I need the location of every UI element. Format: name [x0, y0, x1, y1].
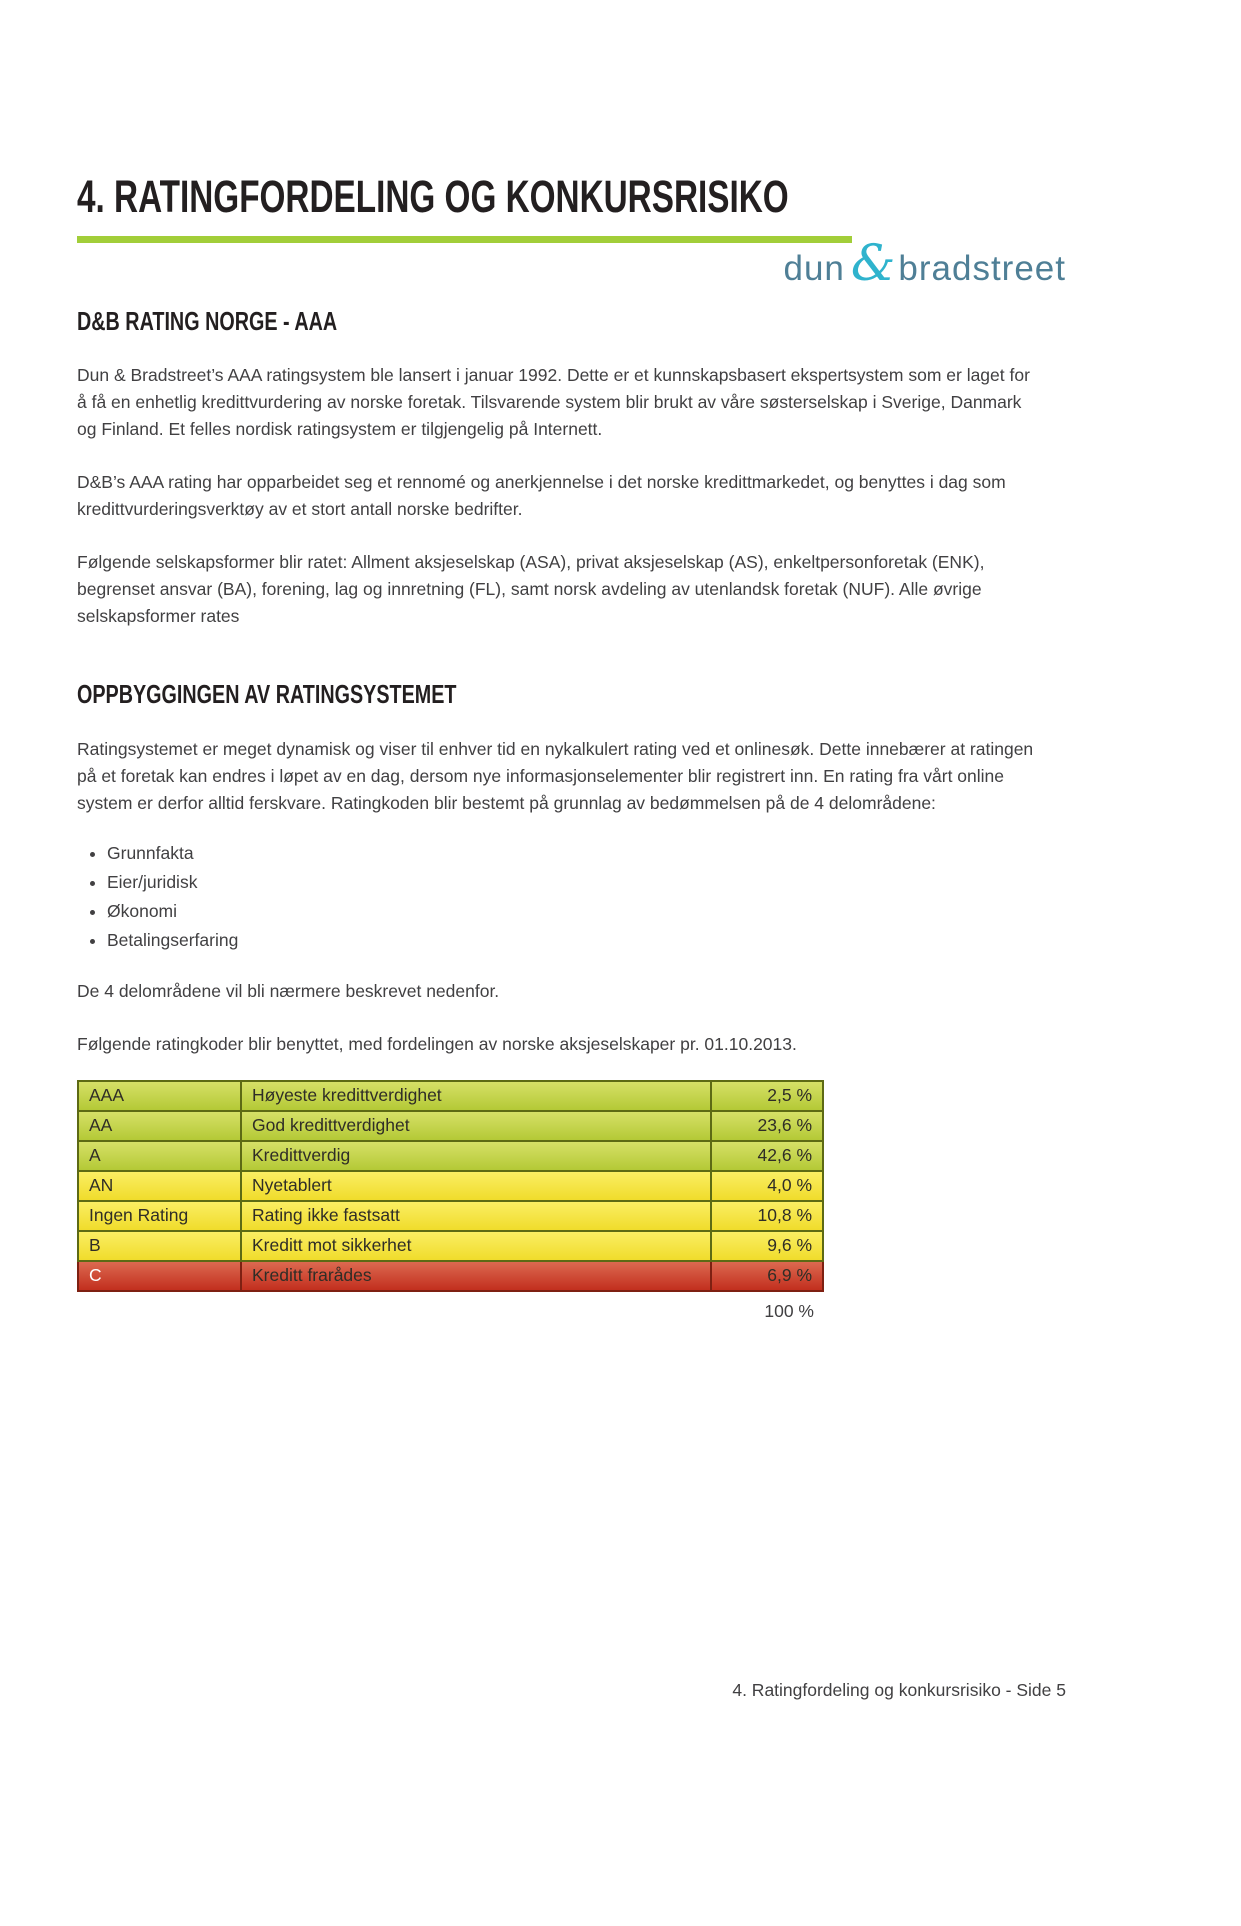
rating-cell-code: C [78, 1261, 241, 1291]
rating-cell-pct: 10,8 % [711, 1201, 823, 1231]
page-title: 4. RATINGFORDELING OG KONKURSRISIKO [77, 171, 789, 222]
subarea-item: • Grunnfakta [107, 841, 1066, 865]
rating-cell-code: A [78, 1141, 241, 1171]
subarea-item: • Eier/juridisk [107, 870, 1066, 894]
rating-cell-pct: 23,6 % [711, 1111, 823, 1141]
rating-cell-pct: 9,6 % [711, 1231, 823, 1261]
rating-row [78, 1141, 823, 1171]
subarea-item: • Betalingserfaring [107, 928, 1066, 952]
rating-cell-desc: God kredittverdighet [241, 1111, 711, 1141]
document-page [0, 172, 1241, 1926]
title-underline [77, 236, 852, 243]
rating-row [78, 1261, 823, 1291]
rating-cell-code: AN [78, 1171, 241, 1201]
subarea-item: • Økonomi [107, 899, 1066, 923]
section-heading-rating-norge: D&B RATING NORGE - AAA [77, 305, 338, 336]
rating-cell-pct: 42,6 % [711, 1141, 823, 1171]
paragraph: Følgende selskapsformer blir ratet: Allment aksjeselskap (ASA), privat aksjeselskap (AS), enkeltpersonforetak (ENK), begrenset ansvar (BA), forening, lag og innretning (FL), samt norsk avdeling av utenlandsk foretak (NUF). Alle øvrige selskapsformer rates [77, 552, 985, 627]
page-content [0, 172, 1241, 1322]
rating-row [78, 1111, 823, 1141]
rating-cell-desc: Kreditt frarådes [241, 1261, 711, 1291]
rating-table-total: 100 % [764, 1301, 814, 1322]
logo-ampersand-icon: & [850, 234, 896, 292]
rating-row [78, 1081, 823, 1111]
rating-distribution-table [77, 1080, 824, 1292]
rating-cell-desc: Høyeste kredittverdighet [241, 1081, 711, 1111]
rating-cell-code: B [78, 1231, 241, 1261]
logo-word-dun: dun [783, 249, 845, 288]
rating-cell-pct: 4,0 % [711, 1171, 823, 1201]
rating-table-body [78, 1081, 823, 1291]
section-heading-oppbygging: OPPBYGGINGEN AV RATINGSYSTEMET [77, 679, 457, 710]
paragraph: Dun & Bradstreet’s AAA ratingsystem ble lansert i januar 1992. Dette er et kunnskapsbasert ekspertsystem som er laget for å få en enhetlig kredittvurdering av norske foretak. Tilsvarende system blir brukt av våre søsterselskap i Sverige, Danmark og Finland. Et felles nordisk ratingsystem er tilgjengelig på Internett. [77, 365, 1030, 440]
rating-cell-desc: Rating ikke fastsatt [241, 1201, 711, 1231]
rating-row [78, 1231, 823, 1261]
rating-cell-pct: 6,9 % [711, 1261, 823, 1291]
subarea-list [107, 841, 1066, 952]
paragraph: Følgende ratingkoder blir benyttet, med fordelingen av norske aksjeselskaper pr. 01.10.2013. [77, 1034, 797, 1055]
rating-row [78, 1201, 823, 1231]
paragraph: Ratingsystemet er meget dynamisk og viser til enhver tid en nykalkulert rating ved et onlinesøk. Dette innebærer at ratingen på et foretak kan endres i løpet av en dag, dersom nye informasjonselementer blir registrert inn. En rating fra vårt online system er derfor alltid ferskvare. Ratingkoden blir bestemt på grunnlag av bedømmelsen på de 4 delområdene: [77, 739, 1034, 814]
rating-cell-code: AAA [78, 1081, 241, 1111]
rating-cell-code: Ingen Rating [78, 1201, 241, 1231]
rating-cell-code: AA [78, 1111, 241, 1141]
paragraph: De 4 delområdene vil bli nærmere beskrevet nedenfor. [77, 981, 500, 1002]
rating-cell-pct: 2,5 % [711, 1081, 823, 1111]
paragraph: D&B’s AAA rating har opparbeidet seg et rennomé og anerkjennelse i det norske kredittmarkedet, og benyttes i dag som kredittvurderingsverktøy av et stort antall norske bedrifter. [77, 472, 1006, 520]
dun-bradstreet-logo [783, 234, 1066, 292]
rating-row [78, 1171, 823, 1201]
logo-word-bradstreet: bradstreet [898, 249, 1066, 288]
page-footer: 4. Ratingfordeling og konkursrisiko - Side 5 [732, 1680, 1066, 1700]
rating-cell-desc: Kredittverdig [241, 1141, 711, 1171]
rating-cell-desc: Nyetablert [241, 1171, 711, 1201]
rating-cell-desc: Kreditt mot sikkerhet [241, 1231, 711, 1261]
